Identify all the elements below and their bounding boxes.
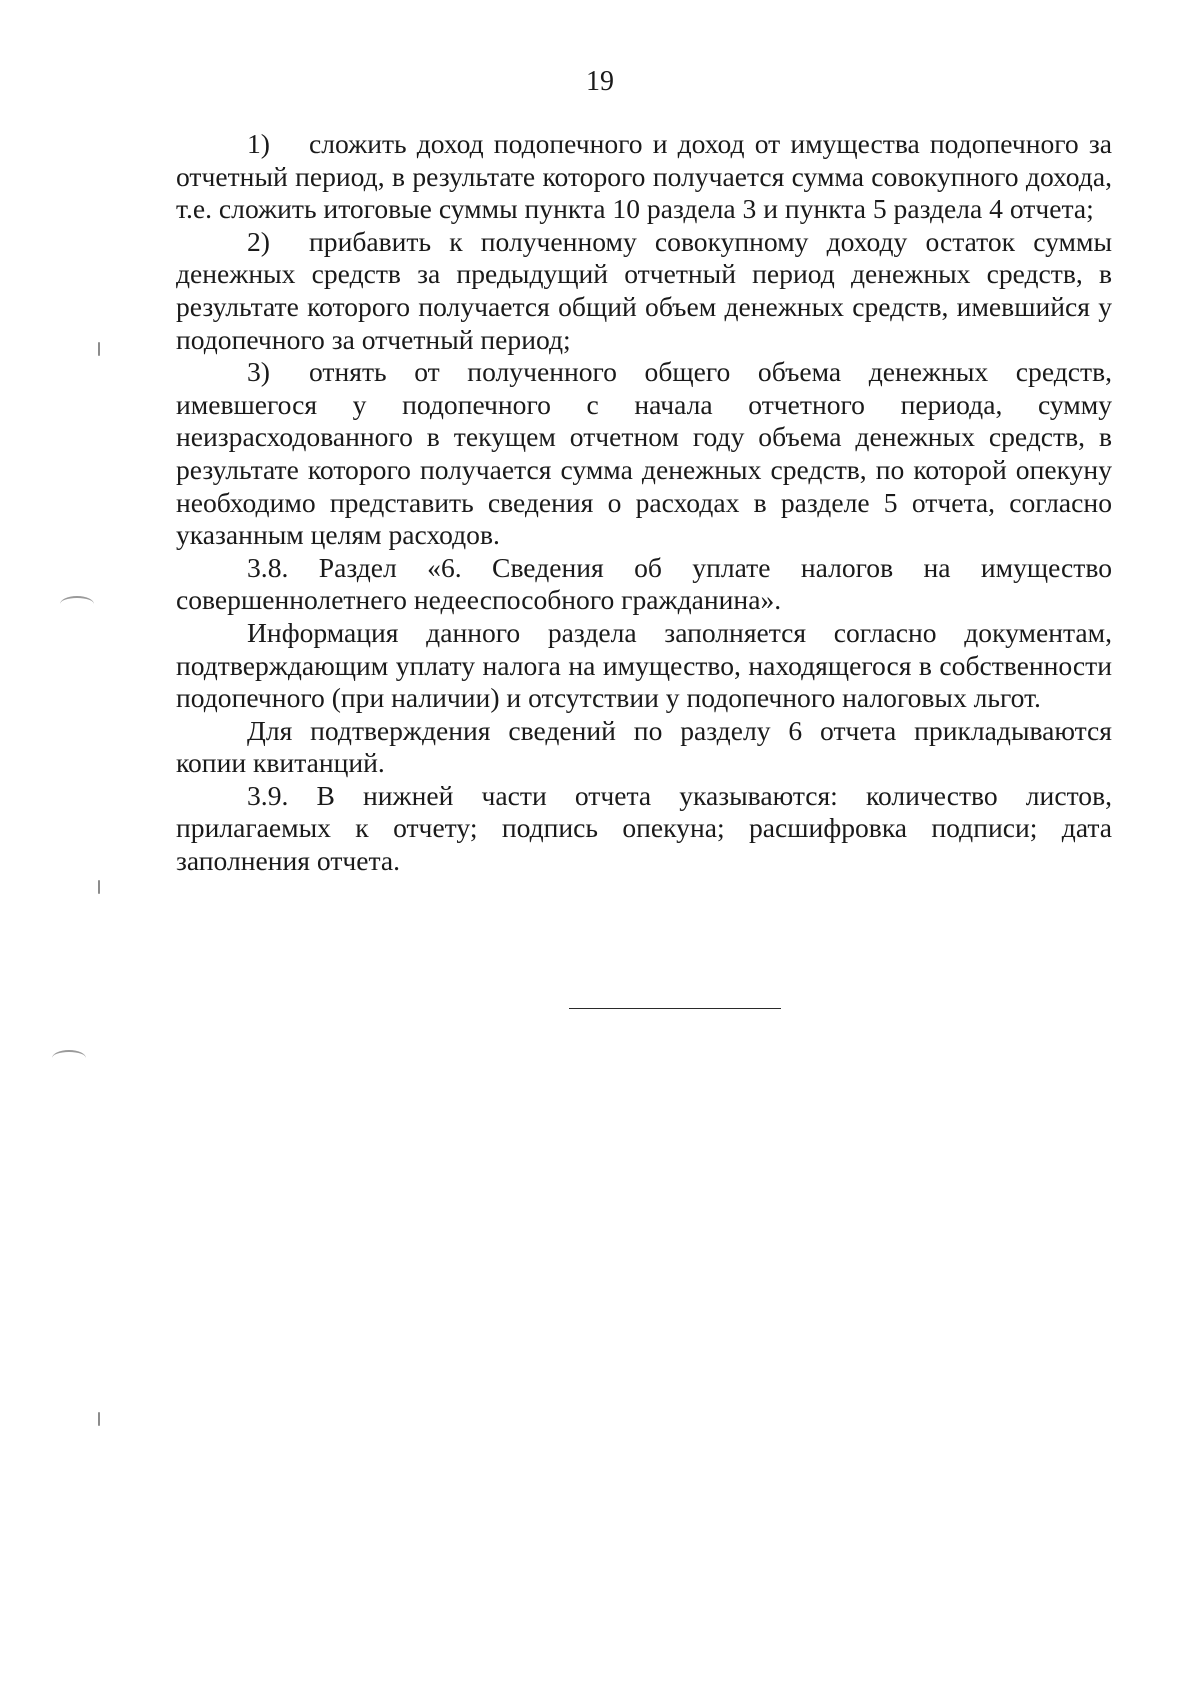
list-item-text: прибавить к полученному совокупному доходу остаток суммы денежных средств за предыдущий отчетный период денежных средств, в результате которого получается общий объем денежных средств, имевшийся у подопечного за отчетный период; [176, 225, 1112, 355]
section-3-8-receipts-paragraph: Для подтверждения сведений по разделу 6 отчета прикладываются копии квитанций. [176, 714, 1112, 779]
list-item-number: 2) [247, 225, 270, 257]
scan-mark [98, 1412, 100, 1426]
scan-mark [52, 1050, 86, 1066]
scan-mark [60, 596, 94, 612]
list-item-number: 3) [247, 356, 270, 388]
scan-mark [98, 342, 100, 356]
section-3-9-paragraph: 3.9. В нижней части отчета указываются: количество листов, прилагаемых к отчету; подпись опекуна; расшифровка подписи; дата заполнения отчета. [176, 779, 1112, 877]
list-item-1 [176, 128, 1112, 226]
list-item-number: 1) [247, 128, 270, 159]
list-item-2 [176, 226, 1112, 356]
document-body [176, 128, 1112, 878]
list-item-3 [176, 356, 1112, 552]
section-3-8-info-paragraph: Информация данного раздела заполняется согласно документам, подтверждающим уплату налога на имущество, находящегося в собственности подопечного (при наличии) и отсутствии у подопечного налоговых льгот. [176, 616, 1112, 714]
scan-mark [98, 880, 100, 894]
page-number: 19 [586, 66, 614, 97]
list-item-text: отнять от полученного общего объема денежных средств, имевшегося у подопечного с начала отчетного периода, сумму неизрасходованного в текущем отчетном году объема денежных средств, в результате которого получается сумма денежных средств, по которой опекуну необходимо представить сведения о расходах в разделе 5 отчета, согласно указанным целям расходов. [176, 356, 1112, 551]
section-3-8-heading: 3.8. Раздел «6. Сведения об уплате налогов на имущество совершеннолетнего недееспособного гражданина». [176, 551, 1112, 616]
list-item-text: сложить доход подопечного и доход от имущества подопечного за отчетный период, в результате которого получается сумма совокупного дохода, т.е. сложить итоговые суммы пункта 10 раздела 3 и пункта 5 раздела 4 отчета; [176, 128, 1112, 225]
end-separator-line [569, 1008, 781, 1009]
